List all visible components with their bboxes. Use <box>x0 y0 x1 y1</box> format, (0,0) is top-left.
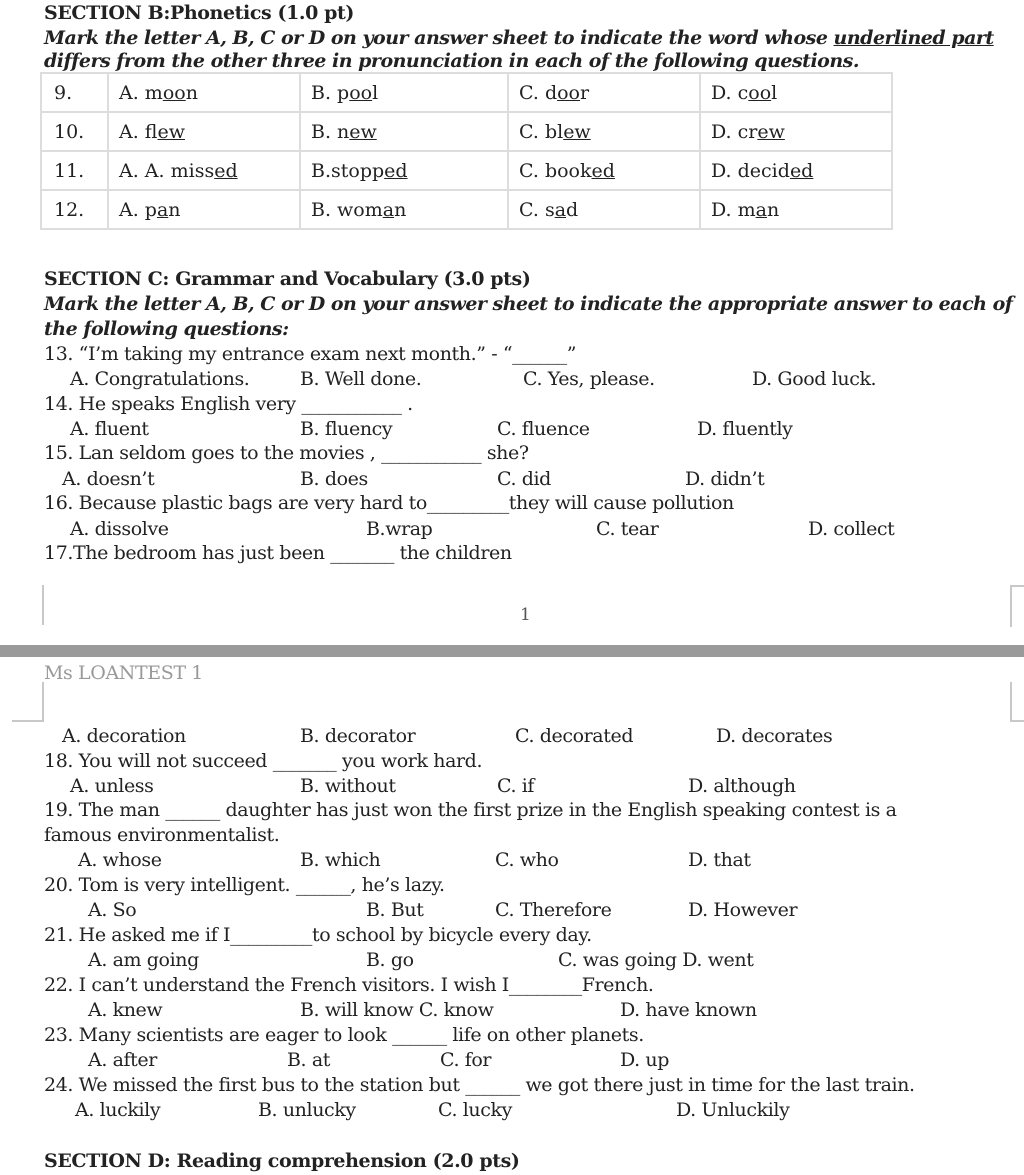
q16-option-d: D. collect <box>808 518 895 540</box>
q14-stem: 14. He speaks English very ___________ . <box>44 393 413 415</box>
q19-option-a: A. whose <box>78 849 162 871</box>
section-b-title: SECTION B:Phonetics (1.0 pt) <box>44 2 355 24</box>
option-b <box>300 151 508 190</box>
option-b <box>300 190 508 229</box>
q17-stem: 17.The bedroom has just been _______ the children <box>44 542 512 564</box>
word-part: D. c <box>711 81 749 104</box>
option-d <box>700 73 892 112</box>
instruction-text: Mark the letter A, B, C or D on your answer sheet to indicate the word whose <box>44 27 834 49</box>
page-corner-mark <box>12 585 44 625</box>
instruction-underlined: underlined part <box>833 27 994 49</box>
table-row <box>41 190 892 229</box>
page-corner-mark <box>12 682 44 722</box>
q17-option-c: C. decorated <box>515 725 634 747</box>
option-a <box>108 73 300 112</box>
word-part: B. p <box>311 81 350 104</box>
q13-stem: 13. “I’m taking my entrance exam next month.” - “______” <box>44 343 577 365</box>
underlined-part: ed <box>384 159 408 182</box>
q24-option-c: C. lucky <box>438 1099 512 1121</box>
q22-option-a: A. knew <box>88 999 163 1021</box>
underlined-part: a <box>156 198 169 221</box>
q19-option-d: D. that <box>688 849 751 871</box>
q23-option-b: B. at <box>287 1049 331 1071</box>
word-part: n <box>185 81 198 104</box>
page-corner-mark <box>1010 585 1024 627</box>
q14-option-c: C. fluence <box>497 418 590 440</box>
word-part: D. m <box>711 198 756 221</box>
word-part: l <box>771 81 778 104</box>
table-row <box>41 73 892 112</box>
q13-option-c: C. Yes, please. <box>523 368 655 390</box>
page-separator <box>0 645 1024 657</box>
q20-option-c: C. Therefore <box>495 899 612 921</box>
q24-option-b: B. unlucky <box>258 1099 356 1121</box>
q16-option-b: B.wrap <box>366 518 433 540</box>
underlined-part: a <box>755 198 767 221</box>
option-c <box>508 190 700 229</box>
q16-option-c: C. tear <box>596 518 659 540</box>
underlined-part: oo <box>557 81 580 104</box>
q21-option-a: A. am going <box>88 949 199 971</box>
q15-option-b: B. does <box>300 468 368 490</box>
q24-option-d: D. Unluckily <box>676 1099 790 1121</box>
q14-option-a: A. fluent <box>70 418 149 440</box>
q13-option-d: D. Good luck. <box>752 368 877 390</box>
q22-option-b-c: B. will know C. know <box>300 999 494 1021</box>
q21-option-c-d: C. was going D. went <box>558 949 754 971</box>
section-c-title: SECTION C: Grammar and Vocabulary (3.0 pts) <box>44 268 531 290</box>
option-d <box>700 112 892 151</box>
page-2 <box>0 657 1024 1175</box>
section-b-instruction-line2: differs from the other three in pronunciation in each of the following questions. <box>44 50 859 72</box>
word-part: l <box>372 81 379 104</box>
word-part: A. p <box>119 198 157 221</box>
word-part: n <box>766 198 780 221</box>
q14-option-b: B. fluency <box>300 418 393 440</box>
q23-option-a: A. after <box>88 1049 157 1071</box>
underlined-part: ew <box>563 120 591 143</box>
q20-option-b: B. But <box>366 899 424 921</box>
q19-option-c: C. who <box>495 849 559 871</box>
q23-option-c: C. for <box>440 1049 492 1071</box>
word-part: B. n <box>311 120 350 143</box>
word-part: A. m <box>119 81 163 104</box>
underlined-part: ew <box>757 120 785 143</box>
option-c <box>508 151 700 190</box>
word-part: n <box>168 198 181 221</box>
q23-stem: 23. Many scientists are eager to look ______ life on other planets. <box>44 1024 644 1046</box>
word-part: C. book <box>519 159 592 182</box>
section-c-instruction-line2: the following questions: <box>44 318 289 340</box>
word-part: C. s <box>519 198 555 221</box>
option-b <box>300 73 508 112</box>
q21-option-b: B. go <box>366 949 414 971</box>
q17-option-b: B. decorator <box>300 725 416 747</box>
word-part: r <box>580 81 590 104</box>
q23-option-d: D. up <box>620 1049 670 1071</box>
option-c <box>508 112 700 151</box>
q17-option-d: D. decorates <box>716 725 833 747</box>
option-d <box>700 151 892 190</box>
phonetics-table <box>40 72 893 230</box>
word-part: D. decid <box>711 159 790 182</box>
word-part: n <box>394 198 407 221</box>
section-c-instruction: Mark the letter A, B, C or D on your answer sheet to indicate the appropriate answer to each of <box>44 293 1013 315</box>
q15-stem: 15. Lan seldom goes to the movies , ___________ she? <box>44 442 529 464</box>
q19-stem-line2: famous environmentalist. <box>44 824 280 846</box>
underlined-part: oo <box>162 81 186 104</box>
q15-option-c: C. did <box>497 468 551 490</box>
page-header: Ms LOANTEST 1 <box>44 662 203 684</box>
underlined-part: a <box>382 198 395 221</box>
q24-stem: 24. We missed the first bus to the station but ______ we got there just in time for the last train. <box>44 1074 915 1096</box>
section-d-title: SECTION D: Reading comprehension (2.0 pts) <box>44 1150 520 1172</box>
word-part: A. A. miss <box>119 159 215 182</box>
word-part: B. wom <box>311 198 383 221</box>
page-number: 1 <box>520 605 531 625</box>
underlined-part: ew <box>349 120 377 143</box>
word-part: C. bl <box>519 120 564 143</box>
underlined-part: ed <box>789 159 814 182</box>
word-part: C. d <box>519 81 558 104</box>
q18-stem: 18. You will not succeed _______ you work hard. <box>44 750 483 772</box>
underlined-part: ed <box>591 159 615 182</box>
q14-option-d: D. fluently <box>697 418 793 440</box>
underlined-part: oo <box>748 81 772 104</box>
word-part: D. cr <box>711 120 758 143</box>
q19-stem: 19. The man ______ daughter has just won the first prize in the English speaking contest is a <box>44 799 897 821</box>
question-number: 12. <box>41 190 108 229</box>
q24-option-a: A. luckily <box>75 1099 161 1121</box>
word-part: B.stopp <box>311 159 385 182</box>
question-number: 10. <box>41 112 108 151</box>
q22-stem: 22. I can’t understand the French visitors. I wish I________French. <box>44 974 654 996</box>
option-d <box>700 190 892 229</box>
option-c <box>508 73 700 112</box>
word-part: d <box>566 198 579 221</box>
q22-option-d: D. have known <box>620 999 757 1021</box>
q16-stem: 16. Because plastic bags are very hard to_________they will cause pollution <box>44 492 734 514</box>
q18-option-d: D. although <box>688 775 796 797</box>
q15-option-d: D. didn’t <box>685 468 765 490</box>
question-number: 9. <box>41 73 108 112</box>
underlined-part: oo <box>349 81 373 104</box>
option-a <box>108 112 300 151</box>
q20-stem: 20. Tom is very intelligent. ______, he’s lazy. <box>44 874 445 896</box>
underlined-part: ed <box>214 159 238 182</box>
q21-stem: 21. He asked me if I_________to school by bicycle every day. <box>44 924 592 946</box>
underlined-part: a <box>554 198 567 221</box>
question-number: 11. <box>41 151 108 190</box>
table-row <box>41 151 892 190</box>
page-corner-mark <box>1010 682 1024 722</box>
q13-option-b: B. Well done. <box>300 368 422 390</box>
underlined-part: ew <box>157 120 185 143</box>
option-a <box>108 151 300 190</box>
q20-option-d: D. However <box>688 899 798 921</box>
q15-option-a: A. doesn’t <box>62 468 155 490</box>
q17-option-a: A. decoration <box>62 725 186 747</box>
option-b <box>300 112 508 151</box>
q19-option-b: B. which <box>300 849 381 871</box>
q18-option-c: C. if <box>497 775 535 797</box>
q16-option-a: A. dissolve <box>70 518 169 540</box>
q18-option-a: A. unless <box>70 775 154 797</box>
word-part: A. fl <box>119 120 158 143</box>
section-b-instruction <box>44 27 994 49</box>
q20-option-a: A. So <box>88 899 137 921</box>
option-a <box>108 190 300 229</box>
table-row <box>41 112 892 151</box>
q13-option-a: A. Congratulations. <box>70 368 250 390</box>
q18-option-b: B. without <box>300 775 396 797</box>
